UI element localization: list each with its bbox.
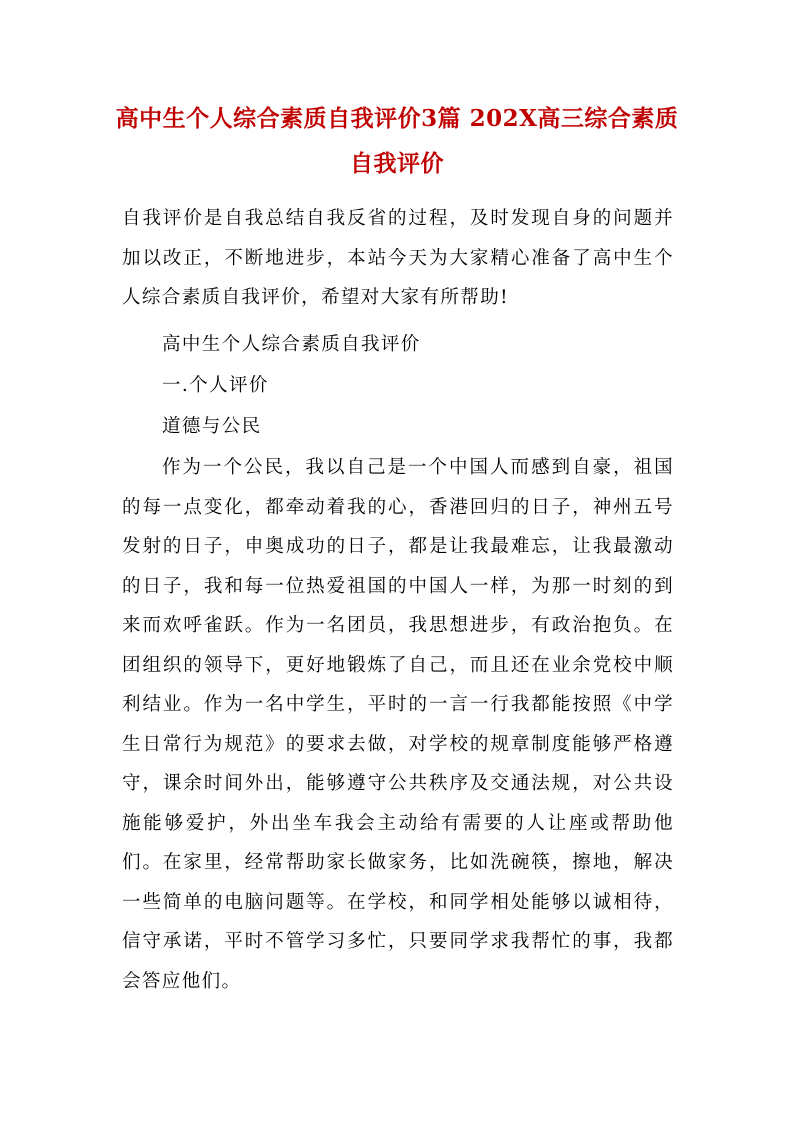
intro-paragraph: 自我评价是自我总结自我反省的过程，及时发现自身的问题并加以改正，不断地进步，本站今天为大家精心准备了高中生个人综合素质自我评价，希望对大家有所帮助! bbox=[122, 208, 674, 308]
document-title: 高中生个人综合素质自我评价3篇 202X高三综合素质自我评价 bbox=[115, 105, 679, 177]
section-heading: 高中生个人综合素质自我评价 bbox=[162, 334, 421, 355]
subsection-heading: 一.个人评价 bbox=[162, 375, 269, 396]
topic-heading: 道德与公民 bbox=[162, 416, 262, 437]
body-paragraph: 作为一个公民，我以自己是一个中国人而感到自豪，祖国的每一点变化，都牵动着我的心，香港回归的日子，神州五号发射的日子，申奥成功的日子，都是让我最难忘，让我最激动的日子，我和每一位热爱祖国的中国人一样，为那一时刻的到来而欢呼雀跃。作为一名团员，我思想进步，有政治抱负。在团组织的领导下，更好地锻炼了自己，而且还在业余党校中顺利结业。作为一名中学生，平时的一言一行我都能按照《中学生日常行为规范》的要求去做，对学校的规章制度能够严格遵守，课余时间外出，能够遵守公共秩序及交通法规，对公共设施能够爱护，外出坐车我会主动给有需要的人让座或帮助他们。在家里，经常帮助家长做家务，比如洗碗筷，擦地，解决一些简单的电脑问题等。在学校，和同学相处能够以诚相待，信守承诺，平时不管学习多忙，只要同学求我帮忙的事，我都会答应他们。 bbox=[122, 457, 674, 992]
